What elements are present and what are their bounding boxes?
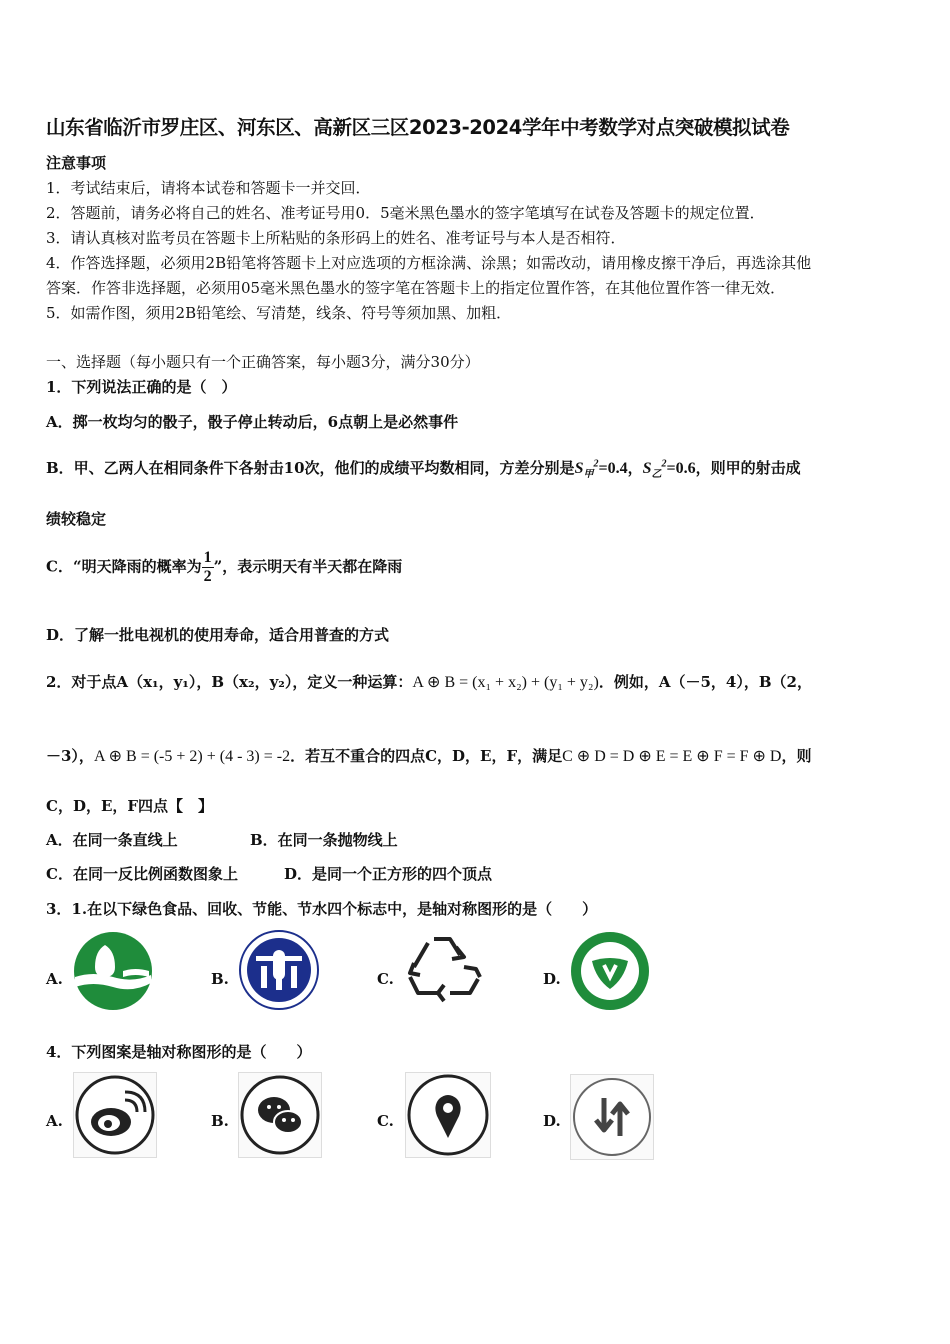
water-saving-logo-icon <box>239 928 319 1016</box>
q2-option-b: B．在同一条抛物线上 <box>250 831 398 849</box>
q2-formula: A ⊕ B = (x₁ + x₂) + (y₁ + y₂) <box>412 674 599 691</box>
q1-option-b-cont: 绩较稳定 <box>46 510 107 528</box>
q2-line1: 2．对于点A（x₁，y₁），B（x₂，y₂），定义一种运算：A ⊕ B = (x₁ + x₂) + (y₁ + y₂)．例如，A（－5，4），B（2， <box>46 673 812 691</box>
q2-option-c: C．在同一反比例函数图象上 <box>46 865 238 883</box>
notice-item: 2．答题前，请务必将自己的姓名、准考证号用0．5毫米黑色墨水的签字笔填写在试卷及答题卡的规定位置． <box>46 204 765 222</box>
notice-item: 答案．作答非选择题，必须用05毫米黑色墨水的签字笔在答题卡上的指定位置作答，在其他位置作答一律无效． <box>46 279 786 297</box>
section-heading: 一、选择题（每小题只有一个正确答案，每小题3分，满分30分） <box>46 353 480 371</box>
q3-label-a: A. <box>46 970 63 988</box>
q1-b-s1: $S_甲^2=0.4$ <box>574 458 628 481</box>
q2-example: A ⊕ B = (-5 + 2) + (4 - 3) = -2 <box>93 748 291 765</box>
q1-stem: 1．下列说法正确的是（ ） <box>46 378 237 396</box>
energy-saving-logo-icon <box>570 931 650 1015</box>
q2-option-a: A．在同一条直线上 <box>46 831 178 849</box>
q3-stem: 3．1.在以下绿色食品、回收、节能、节水四个标志中，是轴对称图形的是（ ） <box>46 900 598 918</box>
q2-option-d: D．是同一个正方形的四个顶点 <box>284 865 493 883</box>
q4-label-a: A. <box>46 1112 63 1130</box>
transfer-arrows-icon <box>570 1074 654 1164</box>
q1-option-a: A．掷一枚均匀的骰子，骰子停止转动后，6点朝上是必然事件 <box>46 413 459 431</box>
location-pin-icon <box>405 1072 491 1162</box>
weibo-icon <box>73 1072 157 1162</box>
q3-label-c: C. <box>377 970 394 988</box>
q1-b-s2: $S_乙^2=0.6$ <box>642 458 696 481</box>
q2-condition: C ⊕ D = D ⊕ E = E ⊕ F = F ⊕ D <box>562 748 782 765</box>
wechat-icon <box>238 1072 322 1162</box>
q1-option-c: C．“明天降雨的概率为 $\frac{1}{2}$ ”，表示明天有半天都在降雨 <box>46 549 403 585</box>
notice-item: 5．如需作图，须用2B铅笔绘、写清楚，线条、符号等须加黑、加粗． <box>46 304 512 322</box>
q1-option-b: B．甲、乙两人在相同条件下各射击10次，他们的成绩平均数相同，方差分别是$S_甲^2=0.4$，$S_乙^2=0.6$，则甲的射击成 <box>46 458 801 481</box>
q2-line2: －3），A ⊕ B = (-5 + 2) + (4 - 3) = -2．若互不重合的四点C，D，E，F，满足C ⊕ D = D ⊕ E = E ⊕ F = F ⊕ D，则 <box>46 747 812 765</box>
q2-line3: C，D，E，F四点【 】 <box>46 797 214 815</box>
recycle-logo-icon <box>404 933 484 1013</box>
q4-label-b: B. <box>211 1112 229 1130</box>
page-title: 山东省临沂市罗庄区、河东区、高新区三区2023-2024学年中考数学对点突破模拟试卷 <box>46 116 790 139</box>
q1-b-text: B．甲、乙两人在相同条件下各射击10次，他们的成绩平均数相同，方差分别是 <box>46 459 575 477</box>
fraction-one-half: $\frac{1}{2}$ <box>203 549 212 585</box>
notice-heading: 注意事项 <box>46 154 107 172</box>
q1-option-d: D．了解一批电视机的使用寿命，适合用普查的方式 <box>46 626 390 644</box>
notice-item: 4．作答选择题，必须用2B铅笔将答题卡上对应选项的方框涂满、涂黑；如需改动，请用橡皮擦干净后，再选涂其他 <box>46 254 812 272</box>
q4-label-d: D. <box>543 1112 561 1130</box>
notice-item: 3．请认真核对监考员在答题卡上所粘贴的条形码上的姓名、准考证号与本人是否相符． <box>46 229 626 247</box>
q3-label-d: D. <box>543 970 561 988</box>
q4-stem: 4．下列图案是轴对称图形的是（ ） <box>46 1043 312 1061</box>
green-food-logo-icon <box>73 931 153 1015</box>
notice-item: 1．考试结束后，请将本试卷和答题卡一并交回． <box>46 179 371 197</box>
q3-label-b: B. <box>211 970 229 988</box>
q4-label-c: C. <box>377 1112 394 1130</box>
